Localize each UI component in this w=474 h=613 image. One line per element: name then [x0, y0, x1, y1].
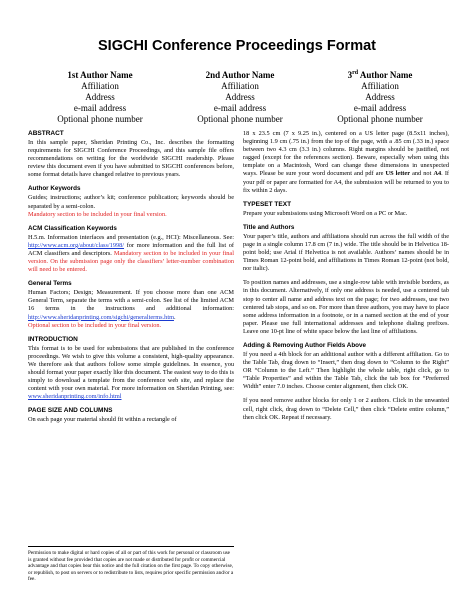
page-size-cont-text: 18 x 23.5 cm (7 x 9.25 in.), centered on a US letter page (8.5x11 inches), beginning 1.9 cm (.75 in.) from the top of the page, with a .85 cm (.33 in.) space between two 4.3 cm (3.3 in.) columns. Right margins should be justified, not ragged (except for the references section). Beware, especially when using this template on a Macintosh, Word can change these dimensions in unexpected ways. Please be sure your word document and pdf are [243, 130, 449, 178]
general-terms-link[interactable]: http://www.sheridanprinting.com/sigchi/generalterms.htm [28, 313, 174, 321]
permission-footnote: Permission to make digital or hard copies of all or part of this work for personal or classroom use is granted without fee provided that copies are not made or distributed for profit or commercial advantage and that copies bear this notice and the full citation on the first page. To copy otherwise, or republish, to post on servers or to redistribute to lists, requires prior specific permission and/or a fee. [28, 546, 234, 583]
author-name: 2nd Author Name [205, 70, 275, 80]
adding-removing-heading: Adding & Removing Author Fields Above [243, 341, 367, 349]
right-column [243, 130, 449, 428]
introduction-link[interactable]: www.sheridanprinting.com/info.html [28, 393, 122, 401]
author-affiliation: Affiliation [221, 81, 259, 91]
keywords-paragraph [28, 194, 234, 218]
author-name-ordinal: rd [352, 70, 359, 76]
page-size-heading: PAGE SIZE AND COLUMNS [28, 407, 113, 415]
acm-note: Mandatory section to be included in your final version. On the submission page only the classifiers’ letter-number combination will need to be entered. [28, 249, 234, 274]
adding-removing-p2: If you need remove author blocks for only 1 or 2 authors. Click in the unwanted cell, right click, drag down to “Delete Cell,” then click “Delete entire column,” then click OK. Repeat if necessary. [243, 397, 449, 421]
typeset-text: Prepare your submissions using Microsoft Word on a PC or Mac. [243, 209, 408, 217]
introduction-paragraph [28, 345, 234, 402]
acm-link[interactable]: http://www.acm.org/about/class/1998/ [28, 241, 125, 249]
author-name-text: Author Name [358, 70, 413, 80]
author-email: e-mail address [73, 103, 127, 113]
introduction-heading: INTRODUCTION [28, 335, 78, 343]
abstract-text: In this sample paper, Sheridan Printing Co., Inc. describes the formatting requirements for SIGCHI Conference Proceedings, and this sample file offers recommendations on writing for the worldwide SIGCHI readership. Please review this document even if you have submitted to SIGCHI conferences before, some format details have changed relative to previous years. [28, 139, 234, 179]
author-1 [30, 70, 170, 125]
adding-removing-p1: If you need a 4th block for an additional author with a different affiliation. Go to the Table Tab, drag down to “Insert,” then drag down to “Column to the Right” OR “Column to the Left.” Then highlight the whole table, right click, go to “Table Properties” and within the Table Tab, click the tab box for “Preferred Width” enter 7.0 inches. Choose center alignment, then click OK. [243, 350, 449, 391]
paper-title: SIGCHI Conference Proceedings Format [98, 38, 376, 54]
page-size-text: On each page your material should fit within a rectangle of [28, 416, 177, 424]
author-phone: Optional phone number [57, 114, 143, 124]
author-address: Address [85, 92, 115, 102]
keywords-heading: Author Keywords [28, 185, 81, 193]
a4-emphasis: A4 [433, 170, 442, 178]
author-name [310, 70, 450, 81]
author-phone: Optional phone number [337, 114, 423, 124]
author-name-number: 3 [347, 70, 353, 80]
keywords-text: Guides; instructions; author’s kit; conference publication; keywords should be separated by a semi-colon. [28, 194, 234, 210]
page-size-cont-after: . If your pdf or paper are formatted for A4, the submission will be returned to you to fix within 2 days. [243, 170, 450, 194]
general-terms-text: Human Factors; Design; Measurement. If you choose more than one ACM General Term, separate the terms with a semi-colon. See list of the limited ACM 16 terms in the instructions and additional information: [28, 289, 234, 313]
title-authors-p2: To position names and addresses, use a single-row table with invisible borders, as in this document. Alternatively, if only one address is needed, use a centered tab stop to center all name and address text on the page; for two addresses, use two centered tab stops, and so on. For more than three authors, you may have to place some address information in a footnote, or in a named section at the end of your paper. Please use full international addresses and telephone dialing prefixes. Leave one 10-pt line of white space below the last line of affiliations. [243, 279, 449, 335]
acm-text-after: for more information and the full list of ACM classifiers and descriptors. [28, 241, 234, 257]
author-phone: Optional phone number [197, 114, 283, 124]
general-terms-text-after: . [173, 313, 176, 321]
title-authors-heading: Title and Authors [243, 223, 295, 231]
title-authors-p1: Your paper’s title, authors and affiliations should run across the full width of the page in a single column 17.8 cm (7 in.) wide. The title should be in Helvetica 18-point bold; use Arial if Helvetica is not available. Authors’ names should be in Times Roman 12-point bold, and affiliations in Times Roman 12-point (not bold, nor italic). [243, 232, 449, 273]
page-size-mid-text: and not [410, 170, 434, 178]
introduction-text: This format is to be used for submissions that are published in the conference proceedings. We wish to give this volume a consistent, high-quality appearance. We therefore ask that authors follow some simple guidelines. In essence, you should format your paper exactly like this document. The easiest way to do this is simply to download a template from the conference web site, and replace the content with your own material. For more information on Sheridan Printing, see: [28, 344, 234, 393]
author-email: e-mail address [353, 103, 407, 113]
general-terms-heading: General Terms [28, 280, 72, 288]
author-email: e-mail address [213, 103, 267, 113]
author-affiliation: Affiliation [361, 81, 399, 91]
typeset-heading: TYPESET TEXT [243, 200, 292, 208]
general-terms-paragraph [28, 289, 234, 329]
author-3 [310, 70, 450, 125]
abstract-heading: ABSTRACT [28, 130, 64, 137]
page-size-continued [243, 130, 449, 195]
left-column [28, 130, 234, 430]
author-block [30, 70, 450, 125]
acm-paragraph [28, 234, 234, 274]
author-address: Address [225, 92, 255, 102]
acm-text: H.5.m. Information interfaces and presentation (e.g., HCI): Miscellaneous. See: [28, 233, 234, 241]
author-2 [170, 70, 310, 125]
us-letter-emphasis: US letter [385, 170, 410, 178]
keywords-note: Mandatory section to be included in your final version. [28, 210, 167, 218]
author-name: 1st Author Name [67, 70, 133, 80]
acm-heading: ACM Classification Keywords [28, 224, 117, 232]
general-terms-note: Optional section to be included in your final version. [28, 321, 162, 329]
author-affiliation: Affiliation [81, 81, 119, 91]
author-address: Address [365, 92, 395, 102]
